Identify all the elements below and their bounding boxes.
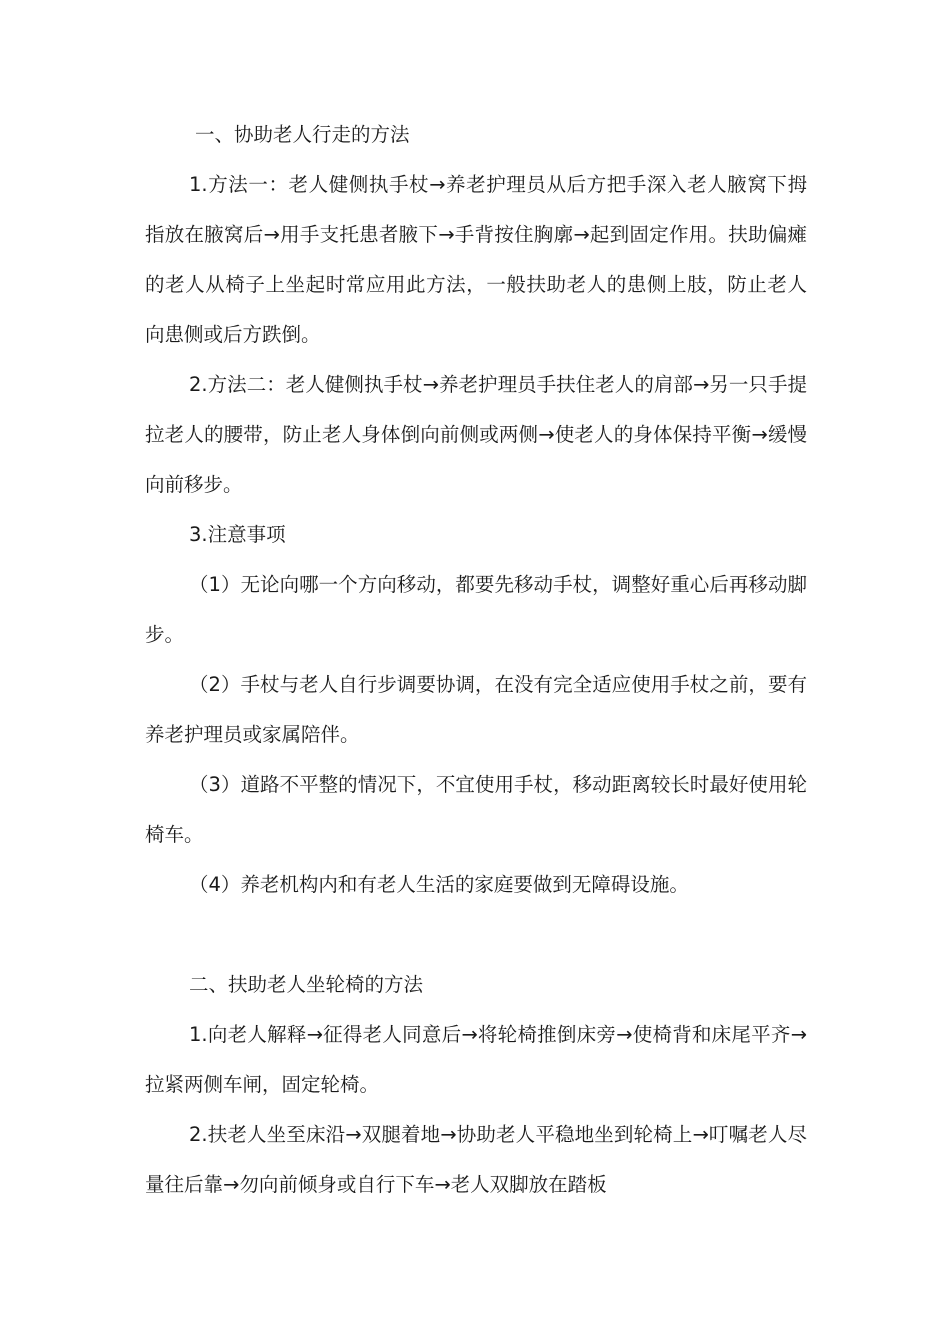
paragraph-method-two: 2.方法二：老人健侧执手杖→养老护理员手扶住老人的肩部→另一只手提拉老人的腰带，防止老人身体倒向前侧或两侧→使老人的身体保持平衡→缓慢向前移步。: [145, 373, 807, 496]
paragraph-note-1: （1）无论向哪一个方向移动，都要先移动手杖，调整好重心后再移动脚步。: [145, 573, 807, 646]
section-heading-2: 二、扶助老人坐轮椅的方法: [189, 973, 424, 996]
top-margin: [145, 0, 807, 110]
paragraph-note-4: （4）养老机构内和有老人生活的家庭要做到无障碍设施。: [189, 873, 689, 896]
paragraph-note-2: （2）手杖与老人自行步调要协调，在没有完全适应使用手杖之前，要有养老护理员或家属陪伴。: [145, 673, 807, 746]
section-gap: [145, 910, 807, 960]
paragraph-notes-title: 3.注意事项: [189, 523, 286, 546]
paragraph-wheelchair-step-1: 1.向老人解释→征得老人同意后→将轮椅推倒床旁→使椅背和床尾平齐→拉紧两侧车闸，固定轮椅。: [145, 1023, 807, 1096]
paragraph-wheelchair-step-2: 2.扶老人坐至床沿→双腿着地→协助老人平稳地坐到轮椅上→叮嘱老人尽量往后靠→勿向前倾身或自行下车→老人双脚放在踏板: [145, 1123, 807, 1196]
paragraph-note-3: （3）道路不平整的情况下，不宜使用手杖，移动距离较长时最好使用轮椅车。: [145, 773, 807, 846]
section-heading-1: 一、协助老人行走的方法: [195, 123, 410, 146]
document-page: [145, 0, 807, 1210]
paragraph-method-one: 1.方法一：老人健侧执手杖→养老护理员从后方把手深入老人腋窝下拇指放在腋窝后→用手支托患者腋下→手背按住胸廓→起到固定作用。扶助偏瘫的老人从椅子上坐起时常应用此方法，一般扶助老人的患侧上肢，防止老人向患侧或后方跌倒。: [145, 173, 807, 346]
